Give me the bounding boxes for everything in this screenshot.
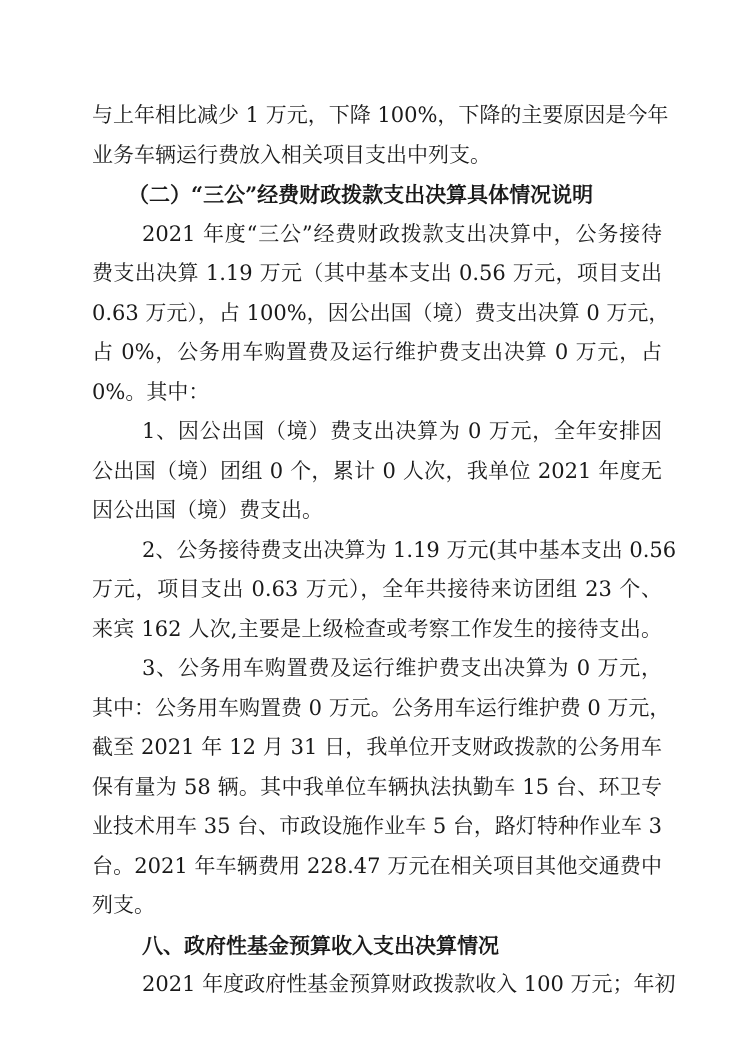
text-line: 业技术用车 35 台、市政设施作业车 5 台，路灯特种作业车 3 xyxy=(92,814,662,838)
text-line: 列支。 xyxy=(92,893,155,917)
text-line: 1、因公出国（境）费支出决算为 0 万元，全年安排因 xyxy=(142,419,662,443)
text-line: 保有量为 58 辆。其中我单位车辆执法执勤车 15 台、环卫专 xyxy=(92,774,662,799)
text-line: 2021 年度政府性基金预算财政拨款收入 100 万元；年初 xyxy=(142,972,676,996)
document-page xyxy=(92,96,677,1005)
text-line: 截至 2021 年 12 月 31 日，我单位开支财政拨款的公务用车 xyxy=(92,735,662,759)
text-line: 台。2021 年车辆费用 228.47 万元在相关项目其他交通费中 xyxy=(92,853,662,878)
text-line: 0.63 万元），占 100%，因公出国（境）费支出决算 0 万元， xyxy=(92,300,670,325)
section-heading: 八、政府性基金预算收入支出决算情况 xyxy=(142,932,499,958)
text-line: 与上年相比减少 1 万元，下降 100%，下降的主要原因是今年 xyxy=(92,103,669,127)
text-line: 公出国（境）团组 0 个，累计 0 人次，我单位 2021 年度无 xyxy=(92,458,662,483)
text-line: 因公出国（境）费支出。 xyxy=(92,498,323,522)
text-line: 2、公务接待费支出决算为 1.19 万元(其中基本支出 0.56 xyxy=(142,537,677,562)
text-line: 0%。其中： xyxy=(92,379,210,404)
text-line: 业务车辆运行费放入相关项目支出中列支。 xyxy=(92,142,491,167)
text-line: 其中：公务用车购置费 0 万元。公务用车运行维护费 0 万元， xyxy=(92,695,671,720)
text-line: 来宾 162 人次,主要是上级检查或考察工作发生的接待支出。 xyxy=(92,616,662,641)
text-line: 占 0%，公务用车购置费及运行维护费支出决算 0 万元，占 xyxy=(92,340,662,364)
text-line: 2021 年度“三公”经费财政拨款支出决算中，公务接待 xyxy=(142,221,662,246)
text-line: 万元，项目支出 0.63 万元），全年共接待来访团组 23 个、 xyxy=(92,577,662,601)
text-line: 3、公务用车购置费及运行维护费支出决算为 0 万元， xyxy=(142,656,662,680)
section-heading: （二）“三公”经费财政拨款支出决算具体情况说明 xyxy=(128,182,594,207)
text-line: 费支出决算 1.19 万元（其中基本支出 0.56 万元，项目支出 xyxy=(92,261,662,285)
